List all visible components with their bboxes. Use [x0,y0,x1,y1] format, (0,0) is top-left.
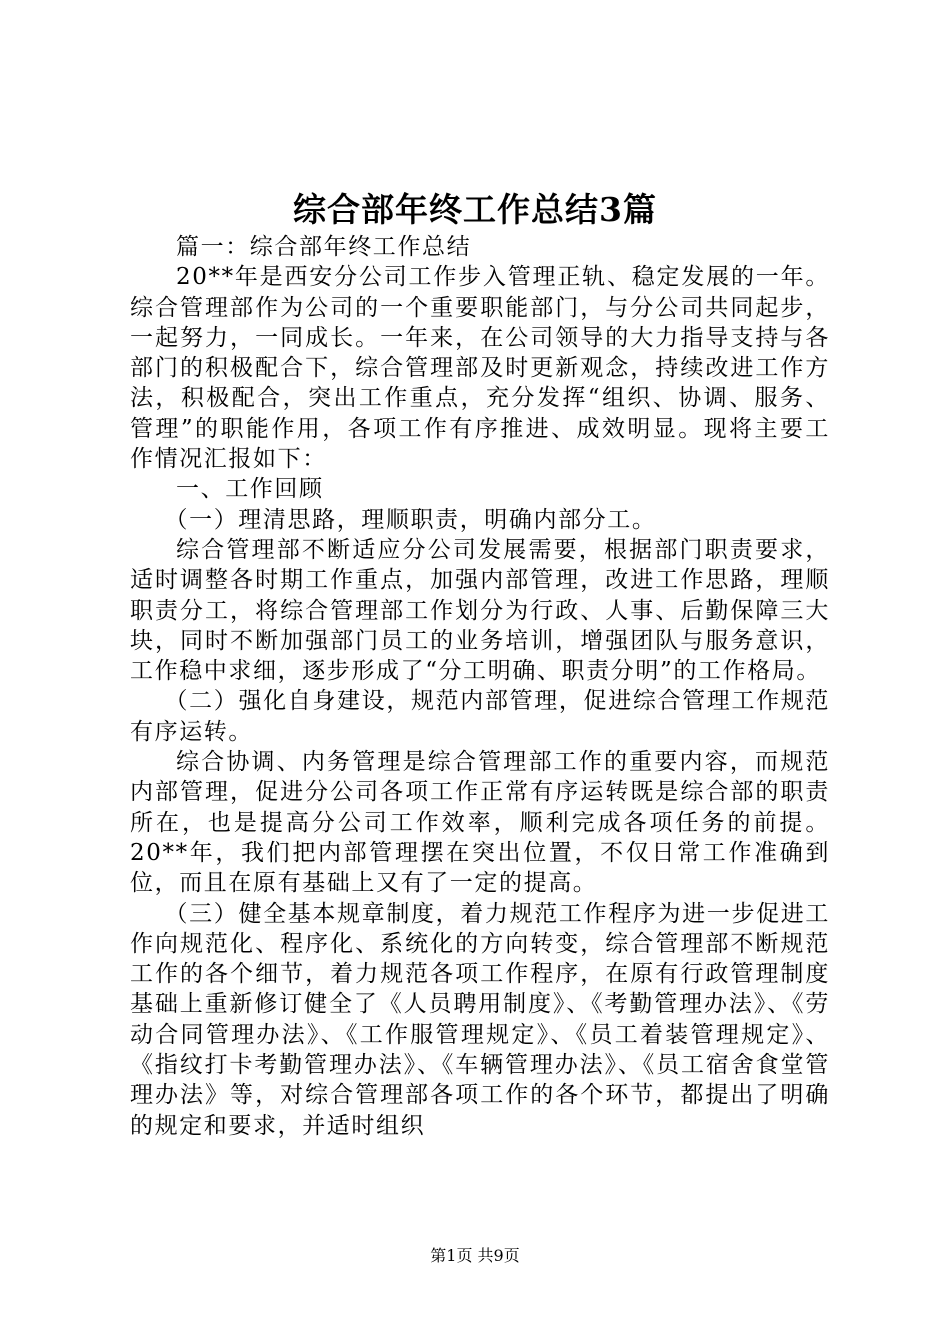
subsection-heading: （一）理清思路，理顺职责，明确内部分工。 [164,506,657,533]
subsection-heading: （二）强化自身建设，规范内部管理，促进综合管理工作规范有序运转。 [130,688,830,745]
section-heading: 一、工作回顾 [176,476,324,503]
section-heading: 篇一：综合部年终工作总结 [176,234,472,260]
paragraph: 综合管理部不断适应分公司发展需要，根据部门职责要求，适时调整各时期工作重点，加强内部管理，改进工作思路，理顺职责分工，将综合管理部工作划分为行政、人事、后勤保障三大块，同时不断加强部门员工的业务培训，增强团队与服务意识，工作稳中求细，逐步形成了“分工明确、职责分明”的工作格局。 [130,536,830,685]
document-body [130,232,830,1141]
paragraph: 综合协调、内务管理是综合管理部工作的重要内容，而规范内部管理，促进分公司各项工作正常有序运转既是综合部的职责所在，也是提高分公司工作效率，顺利完成各项任务的前提。20**年，我们把内部管理摆在突出位置，不仅日常工作准确到位，而且在原有基础上又有了一定的提高。 [130,749,830,897]
document-title: 综合部年终工作总结3篇 [293,190,657,229]
page-footer: 第1页 共9页 [430,1246,520,1265]
paragraph: 20**年是西安分公司工作步入管理正轨、稳定发展的一年。综合管理部作为公司的一个重要职能部门，与分公司共同起步，一起努力，一同成长。一年来，在公司领导的大力指导支持与各部门的积极配合下，综合管理部及时更新观念，持续改进工作方法，积极配合，突出工作重点，充分发挥“组织、协调、服务、管理”的职能作用，各项工作有序推进、成效明显。现将主要工作情况汇报如下： [130,264,830,473]
paragraph: （三）健全基本规章制度，着力规范工作程序为进一步促进工作向规范化、程序化、系统化的方向转变，综合管理部不断规范工作的各个细节，着力规范各项工作程序，在原有行政管理制度基础上重新修订健全了《人员聘用制度》、《考勤管理办法》、《劳动合同管理办法》、《工作服管理规定》、《员工着装管理规定》、《指纹打卡考勤管理办法》、《车辆管理办法》、《员工宿舍食堂管理办法》等，对综合管理部各项工作的各个环节，都提出了明确的规定和要求，并适时组织 [130,900,830,1139]
